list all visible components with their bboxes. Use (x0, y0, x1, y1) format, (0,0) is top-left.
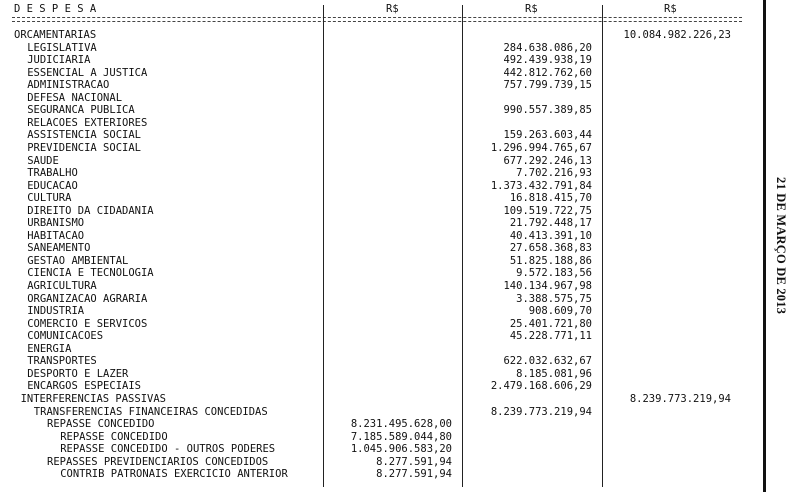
row-value-v2: 8.185.081,96 (516, 367, 592, 380)
table-row (0, 29, 760, 42)
row-value-v2: 677.292.246,13 (503, 154, 592, 167)
row-label: ENCARGOS ESPECIAIS (27, 380, 141, 393)
row-label: DESPORTO E LAZER (27, 367, 129, 380)
row-value-v2: 7.702.216,93 (516, 167, 592, 180)
row-value-v2: 159.263.603,44 (503, 129, 592, 142)
row-label: GESTAO AMBIENTAL (27, 254, 129, 267)
row-value-v2: 51.825.188,86 (509, 254, 592, 267)
row-label: ADMINISTRACAO (27, 79, 110, 92)
table-row (0, 79, 760, 92)
row-value-v2: 492.439.938,19 (503, 54, 592, 67)
table-row (0, 192, 760, 205)
row-value-v1: 8.231.495.628,00 (350, 418, 452, 431)
table-row (0, 305, 760, 318)
row-label: JUDICIARIA (27, 54, 91, 67)
row-label: HABITACAO (27, 229, 85, 242)
row-label: REPASSE CONCEDIDO (60, 430, 168, 443)
table-row (0, 406, 760, 419)
table-row (0, 217, 760, 230)
row-value-v2: 2.479.168.606,29 (490, 380, 592, 393)
row-value-v2: 40.413.391,10 (509, 229, 592, 242)
row-label: ESSENCIAL A JUSTICA (27, 66, 148, 79)
row-label: TRANSPORTES (27, 355, 97, 368)
table-row (0, 129, 760, 142)
row-value-v2: 990.557.389,85 (503, 104, 592, 117)
table-row (0, 180, 760, 193)
row-label: AGRICULTURA (27, 280, 97, 292)
row-value-v2: 109.519.722,75 (503, 204, 592, 217)
table-row (0, 343, 760, 356)
side-date-text: 21 DE MARÇO DE 2013 (774, 177, 788, 315)
row-label: TRANSFERENCIAS FINANCEIRAS CONCEDIDAS (33, 405, 268, 418)
table-row (0, 380, 760, 393)
row-value-v2: 140.134.967,98 (503, 280, 592, 292)
row-label: EDUCACAO (27, 179, 78, 192)
row-label: URBANISMO (27, 217, 85, 230)
table-row (0, 443, 760, 456)
row-label: ASSISTENCIA SOCIAL (27, 129, 141, 142)
row-value-v2: 757.799.739,15 (503, 79, 592, 92)
table-row (0, 92, 760, 105)
row-label: LEGISLATIVA (27, 41, 97, 54)
row-label: SAUDE (27, 154, 59, 167)
row-value-v2: 1.296.994.765,67 (490, 141, 592, 154)
row-value-v2: 21.792.448,17 (509, 217, 592, 230)
row-value-v2: 1.373.432.791,84 (490, 179, 592, 192)
header-despesa: D E S P E S A (14, 3, 97, 15)
row-label: RELACOES EXTERIORES (27, 116, 148, 129)
row-label: SEGURANCA PUBLICA (27, 104, 135, 117)
row-value-v2: 442.812.762,60 (503, 66, 592, 79)
row-label: PREVIDENCIA SOCIAL (27, 141, 141, 154)
header-currency-1: R$ (386, 3, 399, 15)
row-value-v2: 3.388.575,75 (516, 292, 592, 305)
table-row (0, 368, 760, 381)
table-row (0, 142, 760, 155)
header-currency-2: R$ (525, 3, 538, 15)
table-row (0, 230, 760, 243)
table-row (0, 330, 760, 343)
row-label: COMERCIO E SERVICOS (27, 317, 148, 330)
row-value-v2: 9.572.183,56 (516, 267, 592, 280)
row-value-v2: 284.638.086,20 (503, 41, 592, 54)
row-value-v2: 45.228.771,11 (509, 330, 592, 343)
row-value-v2: 622.032.632,67 (503, 355, 592, 368)
table-row (0, 431, 760, 444)
row-value-v1: 7.185.589.044,80 (350, 430, 452, 443)
table-row (0, 104, 760, 117)
row-value-v3: 10.084.982.226,23 (623, 29, 731, 41)
table-row (0, 42, 760, 55)
row-value-v2: 8.239.773.219,94 (490, 405, 592, 418)
table-row (0, 117, 760, 130)
row-label: CULTURA (27, 192, 72, 205)
row-label: CONTRIB PATRONAIS EXERCICIO ANTERIOR (60, 468, 288, 481)
row-value-v3: 8.239.773.219,94 (629, 392, 731, 405)
header-currency-3: R$ (664, 3, 677, 15)
table-row (0, 393, 760, 406)
table-row (0, 418, 760, 431)
table-row (0, 280, 760, 293)
table-row (0, 205, 760, 218)
header-rule-top (12, 17, 742, 18)
table-row (0, 293, 760, 306)
table-row (0, 167, 760, 180)
row-label: DIREITO DA CIDADANIA (27, 204, 154, 217)
row-label: REPASSE CONCEDIDO (47, 418, 155, 431)
table-row (0, 318, 760, 331)
table-row (0, 355, 760, 368)
table-row (0, 242, 760, 255)
header-rule-bottom (12, 21, 742, 22)
row-value-v2: 908.609,70 (528, 305, 592, 318)
table-row (0, 67, 760, 80)
row-label: SANEAMENTO (27, 242, 91, 255)
table-row (0, 255, 760, 268)
row-label: REPASSE CONCEDIDO - OUTROS PODERES (60, 443, 276, 456)
row-label: DEFESA NACIONAL (27, 91, 123, 104)
row-label: INDUSTRIA (27, 305, 85, 318)
row-label: CIENCIA E TECNOLOGIA (27, 267, 154, 280)
table-row (0, 468, 760, 481)
row-label: REPASSES PREVIDENCIARIOS CONCEDIDOS (47, 455, 269, 468)
row-label: COMUNICACOES (27, 330, 104, 343)
row-label: ORCAMENTARIAS (14, 29, 97, 41)
table-row (0, 267, 760, 280)
row-label: TRABALHO (27, 167, 78, 180)
row-label: INTERFERENCIAS PASSIVAS (20, 392, 166, 405)
table-row (0, 54, 760, 67)
row-label: ENERGIA (27, 342, 72, 355)
table-row (0, 456, 760, 469)
row-value-v1: 8.277.591,94 (376, 455, 452, 468)
row-value-v2: 16.818.415,70 (509, 192, 592, 205)
row-value-v1: 1.045.906.583,20 (350, 443, 452, 456)
table-row (0, 155, 760, 168)
row-label: ORGANIZACAO AGRARIA (27, 292, 148, 305)
row-value-v2: 25.401.721,80 (509, 317, 592, 330)
row-value-v1: 8.277.591,94 (376, 468, 452, 481)
row-value-v2: 27.658.368,83 (509, 242, 592, 255)
side-date-banner (766, 0, 795, 492)
